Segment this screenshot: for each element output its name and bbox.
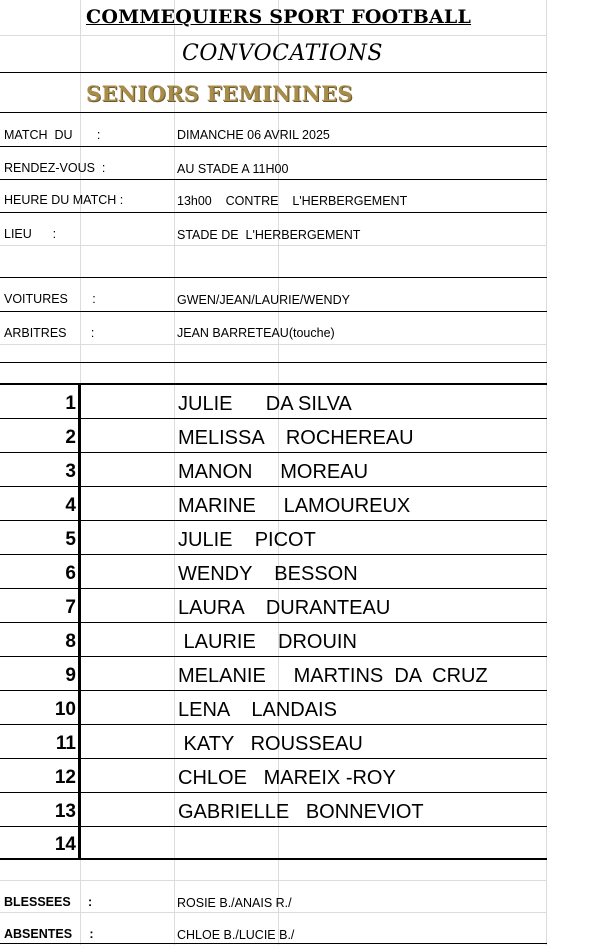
- row-line: [0, 792, 547, 793]
- player-number: 3: [65, 461, 76, 482]
- row-line: [0, 554, 547, 555]
- player-name: MANON MOREAU: [178, 461, 369, 483]
- row-line: [0, 452, 547, 453]
- row-line: [0, 112, 547, 113]
- player-number: 14: [54, 834, 76, 855]
- injured-value: ROSIE B./ANAIS R./: [177, 896, 292, 910]
- absent-label: ABSENTES :: [4, 927, 94, 941]
- club-title: COMMEQUIERS SPORT FOOTBALL: [86, 6, 472, 28]
- cars-value: GWEN/JEAN/LAURIE/WENDY: [177, 293, 350, 307]
- player-number: 4: [65, 495, 76, 516]
- row-line: [0, 943, 547, 944]
- referees-value: JEAN BARRETEAU(touche): [177, 326, 335, 340]
- match-date-label: MATCH DU :: [4, 128, 101, 142]
- player-name: MELISSA ROCHEREAU: [178, 427, 414, 449]
- row-line: [0, 277, 547, 278]
- thick-row-line: [0, 383, 547, 385]
- row-line: [0, 690, 547, 691]
- thick-row-line: [0, 858, 547, 860]
- player-number: 2: [65, 427, 76, 448]
- player-number: 5: [65, 529, 76, 550]
- row-line: [0, 758, 547, 759]
- row-line: [0, 656, 547, 657]
- category-title: SENIORS FEMININES: [86, 81, 353, 106]
- player-name: LAURIE DROUIN: [178, 631, 357, 653]
- match-date-value: DIMANCHE 06 AVRIL 2025: [177, 128, 330, 142]
- injured-label: BLESSEES :: [4, 895, 93, 909]
- row-line: [0, 826, 547, 827]
- player-number: 12: [54, 767, 76, 788]
- match-time-value: 13h00 CONTRE L'HERBERGEMENT: [177, 194, 408, 208]
- row-line: [0, 362, 547, 363]
- player-number: 10: [54, 699, 76, 720]
- grid-row-line: [0, 344, 547, 345]
- row-line: [0, 72, 547, 73]
- grid-row-line: [0, 245, 547, 246]
- player-name: LENA LANDAIS: [178, 699, 337, 721]
- row-line: [0, 520, 547, 521]
- row-line: [0, 724, 547, 725]
- convocations-title: CONVOCATIONS: [182, 41, 383, 66]
- player-number: 13: [54, 801, 76, 822]
- grid-row-line: [0, 912, 547, 913]
- player-number: 11: [55, 733, 76, 754]
- row-line: [0, 212, 547, 213]
- rendezvous-label: RENDEZ-VOUS :: [4, 161, 106, 175]
- row-line: [0, 588, 547, 589]
- grid-col-line: [174, 0, 175, 945]
- cars-label: VOITURES :: [4, 292, 96, 306]
- player-number: 6: [65, 563, 76, 584]
- player-name: LAURA DURANTEAU: [178, 597, 391, 619]
- player-name: JULIE PICOT: [178, 529, 316, 551]
- grid-col-line: [546, 0, 547, 945]
- player-number: 7: [65, 597, 76, 618]
- location-label: LIEU :: [4, 227, 57, 241]
- player-number: 1: [65, 393, 76, 414]
- player-name: JULIE DA SILVA: [178, 393, 352, 415]
- player-number: 8: [65, 631, 76, 652]
- absent-value: CHLOE B./LUCIE B./: [177, 928, 295, 942]
- location-value: STADE DE L'HERBERGEMENT: [177, 228, 361, 242]
- row-line: [0, 418, 547, 419]
- row-line: [0, 622, 547, 623]
- player-name: KATY ROUSSEAU: [178, 733, 363, 755]
- grid-row-line: [0, 880, 547, 881]
- rendezvous-value: AU STADE A 11H00: [177, 162, 289, 176]
- player-number: 9: [65, 665, 76, 686]
- grid-row-line: [0, 35, 547, 36]
- row-line: [0, 146, 547, 147]
- player-name: WENDY BESSON: [178, 563, 358, 585]
- player-name: GABRIELLE BONNEVIOT: [178, 801, 424, 823]
- row-line: [0, 486, 547, 487]
- row-line: [0, 179, 547, 180]
- match-time-label: HEURE DU MATCH :: [4, 193, 124, 207]
- player-name: MELANIE MARTINS DA CRUZ: [178, 665, 488, 687]
- player-name: MARINE LAMOUREUX: [178, 495, 411, 517]
- referees-label: ARBITRES :: [4, 326, 95, 340]
- row-line: [0, 311, 547, 312]
- player-name: CHLOE MAREIX -ROY: [178, 767, 396, 789]
- number-column-divider: [78, 384, 81, 859]
